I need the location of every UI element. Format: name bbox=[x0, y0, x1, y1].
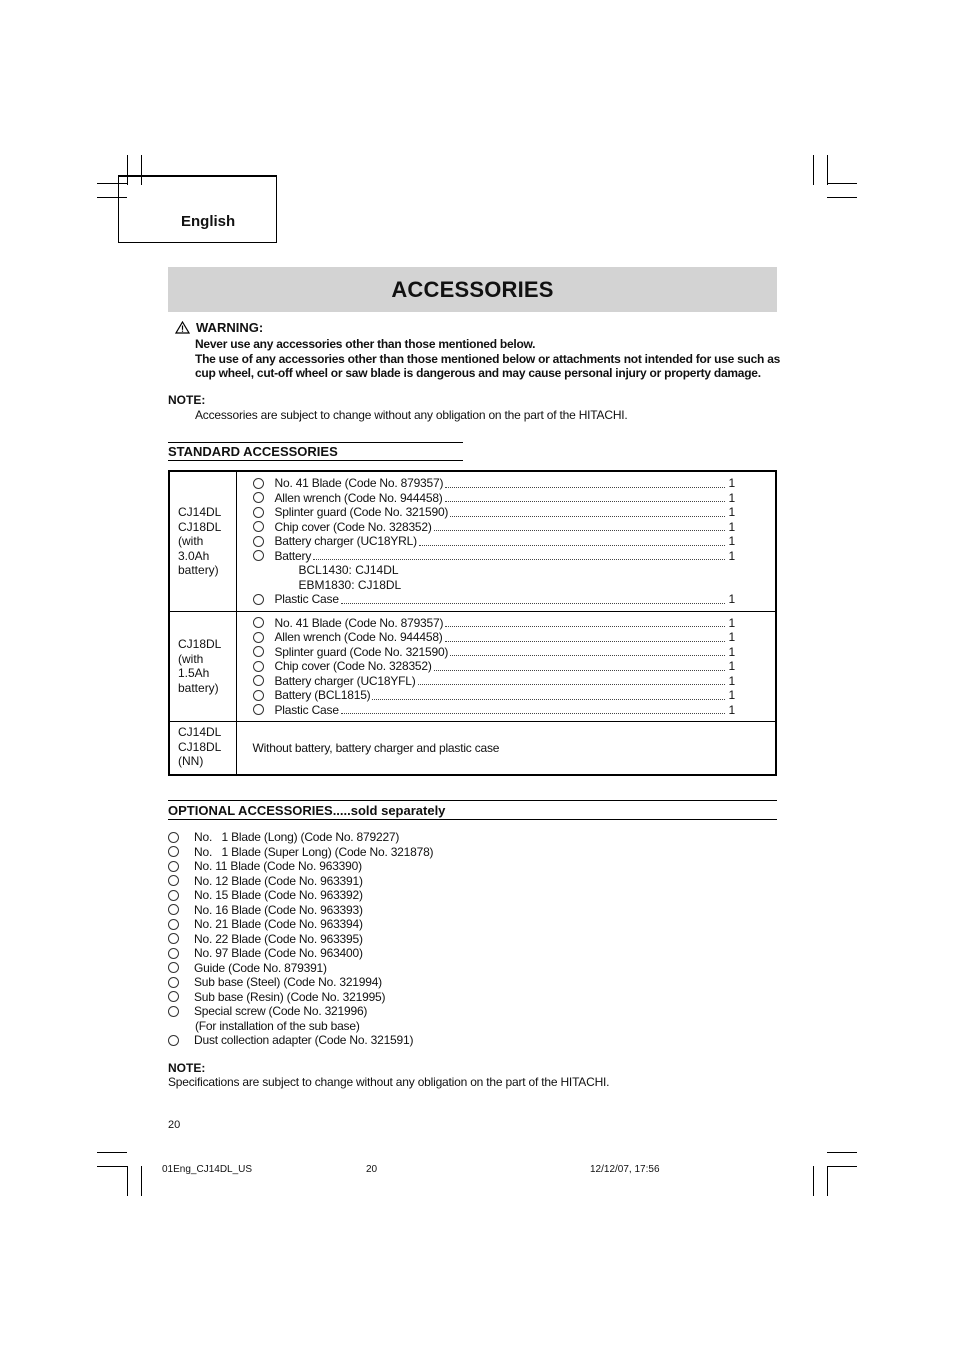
list-item: No. 12 Blade (Code No. 963391) bbox=[168, 874, 433, 889]
list-item: No. 1 Blade (Super Long) (Code No. 321878) bbox=[168, 845, 433, 860]
battery-sub-item: EBM1830: CJ18DL bbox=[298, 577, 402, 592]
bullet-circle-icon bbox=[253, 521, 264, 532]
list-item: Allen wrench (Code No. 944458) 1 bbox=[253, 630, 736, 645]
model-cell: CJ14DL CJ18DL (NN) bbox=[169, 722, 236, 775]
items-cell bbox=[236, 611, 776, 722]
battery-sub-item: BCL1430: CJ14DL bbox=[298, 563, 399, 577]
screw-note: (For installation of the sub base) bbox=[195, 1018, 360, 1033]
footer-file-name: 01Eng_CJ14DL_US bbox=[162, 1164, 253, 1175]
list-item: Chip cover (Code No. 328352) 1 bbox=[253, 659, 736, 674]
list-item: No. 41 Blade (Code No. 879357) 1 bbox=[253, 476, 736, 491]
list-item: No. 11 Blade (Code No. 963390) bbox=[168, 859, 433, 874]
items-cell bbox=[236, 471, 776, 611]
list-item: Battery charger (UC18YRL) 1 bbox=[253, 534, 736, 549]
list-item: Battery charger (UC18YFL) 1 bbox=[253, 674, 736, 689]
list-item: No. 15 Blade (Code No. 963392) bbox=[168, 888, 433, 903]
page-title: ACCESSORIES bbox=[391, 276, 554, 302]
bullet-circle-icon bbox=[168, 875, 179, 886]
bullet-circle-icon bbox=[168, 846, 179, 857]
bullet-circle-icon bbox=[168, 962, 179, 973]
bullet-circle-icon bbox=[253, 661, 264, 672]
bullet-circle-icon bbox=[168, 904, 179, 915]
bullet-circle-icon bbox=[253, 646, 264, 657]
bullet-circle-icon bbox=[253, 507, 264, 518]
list-item: Sub base (Resin) (Code No. 321995) bbox=[168, 990, 433, 1005]
note-2-label: NOTE: bbox=[168, 1061, 206, 1075]
bullet-circle-icon bbox=[253, 594, 264, 605]
footer-timestamp: 12/12/07, 17:56 bbox=[590, 1164, 660, 1175]
bullet-circle-icon bbox=[168, 991, 179, 1002]
list-item: No. 97 Blade (Code No. 963400) bbox=[168, 946, 433, 961]
list-item: Battery 1 bbox=[253, 549, 736, 564]
list-item: No. 1 Blade (Long) (Code No. 879227) bbox=[168, 830, 433, 845]
bullet-circle-icon bbox=[168, 977, 179, 988]
bullet-circle-icon bbox=[168, 861, 179, 872]
bullet-circle-icon bbox=[168, 919, 179, 930]
items-cell bbox=[236, 722, 776, 775]
warning-line-1: Never use any accessories other than those mentioned below. bbox=[195, 337, 536, 351]
language-tab bbox=[118, 175, 277, 243]
note-1-text: Accessories are subject to change without any obligation on the part of the HITACHI. bbox=[195, 408, 628, 422]
bullet-circle-icon bbox=[253, 617, 264, 628]
list-item: Chip cover (Code No. 328352) 1 bbox=[253, 520, 736, 535]
bullet-circle-icon bbox=[253, 536, 264, 547]
list-item: Plastic Case 1 bbox=[253, 592, 736, 607]
bullet-circle-icon bbox=[253, 478, 264, 489]
optional-rule-top bbox=[168, 800, 777, 801]
warning-heading bbox=[175, 320, 263, 335]
bullet-circle-icon bbox=[168, 1035, 179, 1046]
model-cell: CJ14DL CJ18DL (with 3.0Ah battery) bbox=[169, 471, 236, 611]
bullet-circle-icon bbox=[253, 550, 264, 561]
list-item: Sub base (Steel) (Code No. 321994) bbox=[168, 975, 433, 990]
bullet-circle-icon bbox=[253, 675, 264, 686]
model-cell: CJ18DL (with 1.5Ah battery) bbox=[169, 611, 236, 722]
bullet-circle-icon bbox=[168, 1006, 179, 1017]
standard-title: STANDARD ACCESSORIES bbox=[168, 444, 338, 459]
table-row bbox=[169, 471, 776, 611]
bullet-circle-icon bbox=[253, 690, 264, 701]
bullet-circle-icon bbox=[168, 890, 179, 901]
list-item: No. 41 Blade (Code No. 879357) 1 bbox=[253, 616, 736, 631]
bullet-circle-icon bbox=[253, 704, 264, 715]
optional-accessories-list bbox=[168, 830, 433, 1048]
list-item: Special screw (Code No. 321996) bbox=[168, 1004, 433, 1019]
list-item: No. 22 Blade (Code No. 963395) bbox=[168, 932, 433, 947]
title-banner bbox=[168, 267, 777, 312]
list-item: Dust collection adapter (Code No. 321591) bbox=[168, 1033, 433, 1048]
list-item: Splinter guard (Code No. 321590) 1 bbox=[253, 505, 736, 520]
note-2-text: Specifications are subject to change without any obligation on the part of the HITACHI. bbox=[168, 1075, 610, 1089]
page-number: 20 bbox=[168, 1119, 181, 1131]
list-item: Battery (BCL1815) 1 bbox=[253, 688, 736, 703]
language-label: English bbox=[181, 213, 236, 230]
standard-accessories-table bbox=[168, 470, 777, 776]
list-item: Allen wrench (Code No. 944458) 1 bbox=[253, 491, 736, 506]
nn-description: Without battery, battery charger and plastic case bbox=[252, 740, 500, 755]
bullet-circle-icon bbox=[168, 832, 179, 843]
bullet-circle-icon bbox=[168, 948, 179, 959]
bullet-circle-icon bbox=[168, 933, 179, 944]
bullet-circle-icon bbox=[253, 492, 264, 503]
list-item: Splinter guard (Code No. 321590) 1 bbox=[253, 645, 736, 660]
list-item: Guide (Code No. 879391) bbox=[168, 961, 433, 976]
table-row bbox=[169, 722, 776, 775]
footer-page: 20 bbox=[366, 1164, 378, 1175]
warning-icon bbox=[175, 321, 190, 334]
optional-rule-bottom bbox=[168, 819, 777, 820]
table-row bbox=[169, 611, 776, 722]
list-item: No. 21 Blade (Code No. 963394) bbox=[168, 917, 433, 932]
list-item: Plastic Case 1 bbox=[253, 703, 736, 718]
warning-line-2: The use of any accessories other than those mentioned below or attachments not intended for use such as cup wheel, cut-off wheel or saw blade is dangerous and may cause personal injury or property damage. bbox=[195, 351, 781, 380]
warning-body bbox=[195, 337, 785, 381]
list-item: No. 16 Blade (Code No. 963393) bbox=[168, 903, 433, 918]
optional-title: OPTIONAL ACCESSORIES.....sold separately bbox=[168, 803, 446, 818]
standard-rule-top bbox=[168, 442, 463, 443]
note-1-label: NOTE: bbox=[168, 393, 206, 407]
warning-label: WARNING: bbox=[196, 320, 264, 335]
bullet-circle-icon bbox=[253, 632, 264, 643]
standard-rule-bottom bbox=[168, 460, 463, 461]
